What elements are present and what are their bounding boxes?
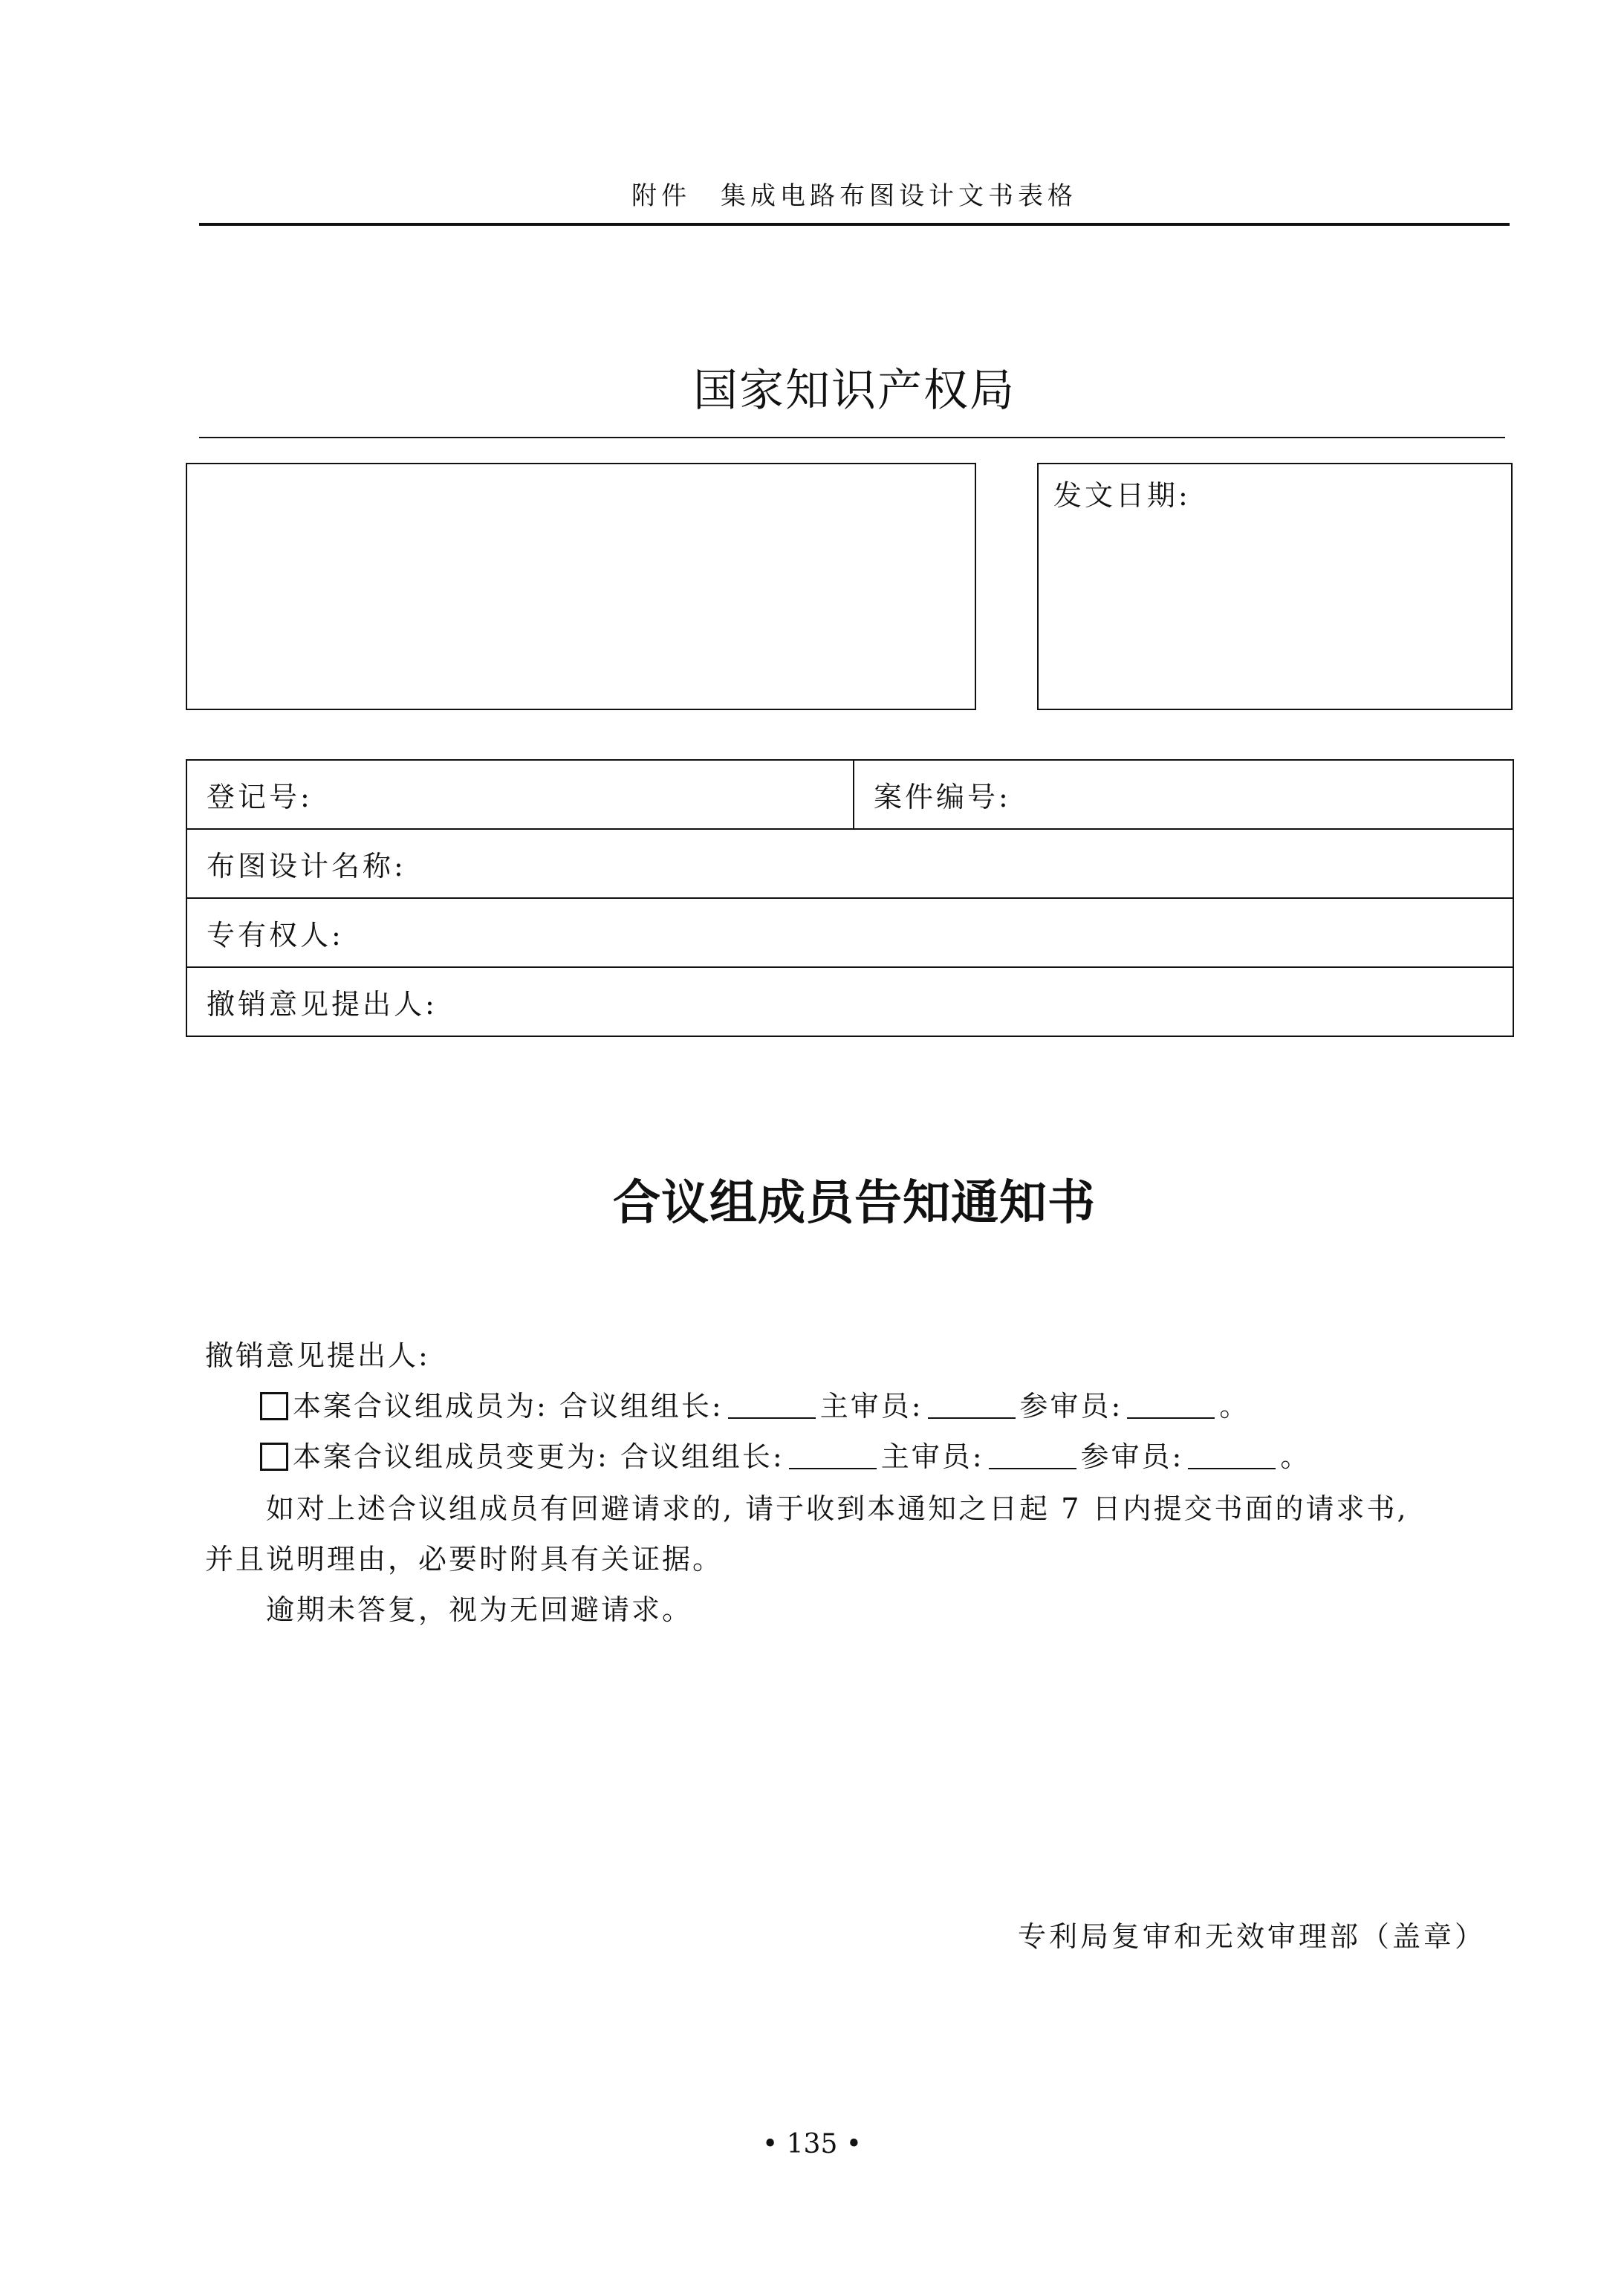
chief-examiner-label: 主审员: [819, 1390, 923, 1423]
issuing-department: 专利局复审和无效审理部（盖章） [1017, 1920, 1486, 1953]
requester-field: 撤销意见提出人: [186, 967, 1513, 1036]
table-row [186, 898, 1513, 967]
notice-addressee: 撤销意见提出人: [205, 1339, 430, 1372]
option-changed-prefix: 本案合议组成员变更为: 合议组组长: [293, 1440, 785, 1473]
table-row [186, 829, 1513, 898]
agency-title: 国家知识产权局 [693, 365, 1016, 417]
case-info-table [186, 759, 1514, 1037]
option-members-prefix: 本案合议组成员为: 合议组组长: [293, 1390, 724, 1423]
design-name-field: 布图设计名称: [186, 829, 1513, 898]
assistant-examiner-label: 参审员: [1080, 1440, 1184, 1473]
assistant-examiner-blank[interactable] [1188, 1446, 1276, 1469]
table-row [186, 967, 1513, 1036]
running-header: 附件 集成电路布图设计文书表格 [631, 181, 1077, 211]
issue-date-label: 发文日期: [1053, 479, 1191, 512]
notice-title: 合议组成员告知通知书 [613, 1175, 1096, 1231]
members-checkbox[interactable] [260, 1392, 288, 1420]
chief-examiner-blank[interactable] [989, 1446, 1076, 1469]
case-no-field: 案件编号: [854, 760, 1513, 829]
option-members-end: 。 [1219, 1390, 1250, 1423]
paragraph-overdue: 逾期未答复，视为无回避请求。 [266, 1593, 693, 1626]
page-number: • 135 • [761, 2129, 863, 2159]
members-changed-checkbox[interactable] [260, 1443, 288, 1471]
panel-leader-blank[interactable] [728, 1395, 816, 1419]
assistant-examiner-blank[interactable] [1127, 1395, 1215, 1419]
chief-examiner-label: 主审员: [880, 1440, 984, 1473]
chief-examiner-blank[interactable] [928, 1395, 1016, 1419]
table-row [186, 760, 1513, 829]
assistant-examiner-label: 参审员: [1019, 1390, 1123, 1423]
registration-no-field: 登记号: [186, 760, 854, 829]
address-box [186, 463, 976, 710]
paragraph-avoidance-line2: 并且说明理由，必要时附具有关证据。 [205, 1543, 724, 1576]
agency-rule [199, 437, 1505, 438]
option-members [260, 1383, 1250, 1424]
option-changed-end: 。 [1280, 1440, 1311, 1473]
option-members-changed [260, 1434, 1310, 1475]
paragraph-avoidance-line1: 如对上述合议组成员有回避请求的, 请于收到本通知之日起 7 日内提交书面的请求书, [266, 1492, 1409, 1525]
header-rule [199, 223, 1510, 226]
panel-leader-blank[interactable] [789, 1446, 877, 1469]
owner-field: 专有权人: [186, 898, 1513, 967]
